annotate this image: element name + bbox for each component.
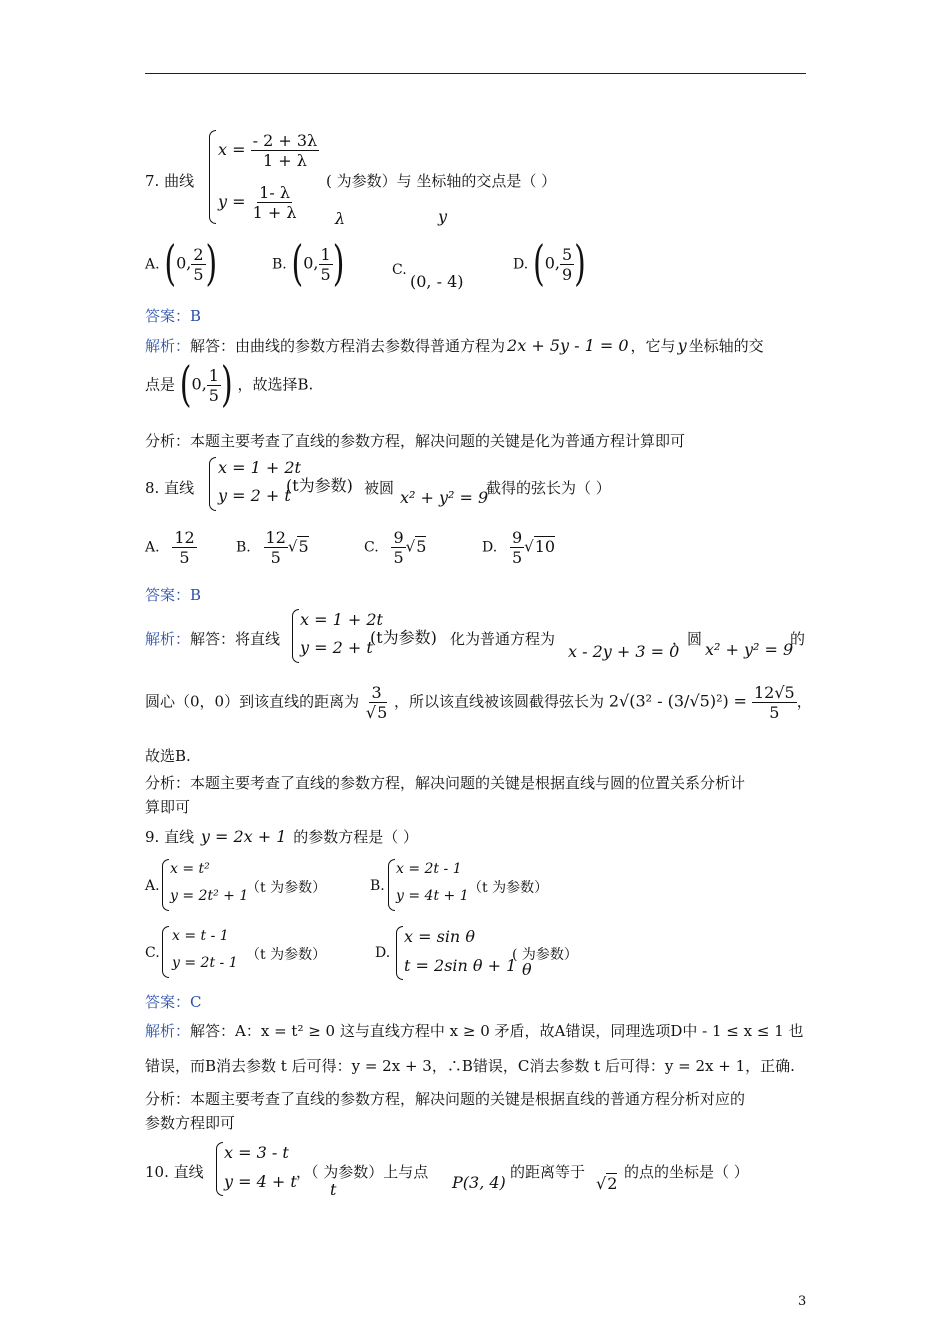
system-brace — [292, 609, 299, 663]
question-number: 7. 曲线 — [145, 172, 195, 190]
option-a-label: A. — [145, 878, 160, 894]
param-note: (t为参数) — [286, 476, 353, 495]
summary-text: 分析：本题主要考查了直线的参数方程，解决问题的关键是根据直线与圆的位置关系分析计 — [145, 774, 746, 792]
circle-equation: x² + y² = 9 — [400, 488, 489, 507]
param-eq-y: y = 2 + t — [218, 486, 291, 505]
question-text: ，（ 为参数）上与点 — [296, 1163, 429, 1181]
option-b: B. (0, $\frac{1}{5}$ ) — [272, 235, 345, 292]
option-c-value: (0, - 4) — [410, 272, 464, 291]
analysis-line-2: 点是 (0, $\frac{1}{5}$ ) ，故选择B. — [145, 356, 314, 413]
sqrt-2: √2 — [596, 1174, 618, 1193]
question-number: 10. 直线 — [145, 1163, 204, 1181]
param-eq-x: x = 3 - t — [224, 1143, 289, 1162]
analysis-line-1: 解析：解答：由曲线的参数方程消去参数得普通方程为 2x + 5y - 1 = 0 ，它与 y 坐标轴的交 — [145, 336, 764, 355]
option-b-param: （t 为参数） — [468, 880, 549, 896]
theta-symbol: θ — [522, 960, 532, 979]
analysis-text: 故选B. — [145, 747, 191, 765]
option-d: D. (0, $\frac{5}{9}$ ) — [513, 235, 586, 292]
system-brace — [216, 1142, 223, 1196]
option-d-y: t = 2sin θ + 1 — [404, 956, 517, 975]
summary-text: 算即可 — [145, 798, 191, 816]
question-text: 的距离等于 — [510, 1163, 586, 1181]
option-c-y: y = 2t - 1 — [172, 955, 238, 971]
option-b-label: B. — [370, 878, 385, 894]
option-c-label: C. — [145, 945, 160, 961]
option-d-x: x = sin θ — [404, 927, 475, 946]
option-a-param: （t 为参数） — [246, 880, 327, 896]
analysis-text: 解析：解答：将直线 — [145, 630, 281, 648]
analysis-line-distance: 圆心（0，0）到该直线的距离为 $\frac{3}{√5}$ ，所以该直线被该圆截得弦长为 2√(3² - (3/√5)²) = $\frac{12√5}{5}$ ， — [145, 683, 812, 723]
answer-label: 答案：B — [145, 586, 202, 604]
option-d-param: ( 为参数） — [512, 947, 578, 963]
option-d: D. $\frac{9}{5}$ √10 — [482, 528, 556, 568]
point-p: P(3, 4) — [452, 1173, 506, 1192]
option-b-y: y = 4t + 1 — [396, 888, 469, 904]
param-eq-x: x = 1 + 2t — [218, 458, 301, 477]
option-c-x: x = t - 1 — [172, 928, 229, 944]
param-eq-x: x = 1 + 2t — [300, 610, 383, 629]
line-equation: x - 2y + 3 = 0 — [568, 642, 680, 661]
analysis-line-1: 解析：解答：A：x = t² ≥ 0 这与直线方程中 x ≥ 0 矛盾，故A错误，同理选项D中 - 1 ≤ x ≤ 1 也 — [145, 1022, 804, 1040]
system-brace — [162, 926, 169, 978]
question-text: ( 为参数）与 坐标轴的交点是（ ） — [326, 172, 557, 190]
param-eq-x: x = $\frac{- 2 + 3\lambda}{1 + \lambda}$ — [218, 131, 318, 171]
answer-label: 答案：C — [145, 993, 202, 1011]
param-eq-y: y = 2 + t — [300, 638, 373, 657]
option-a-x: x = t² — [170, 861, 210, 877]
option-a: A. (0, $\frac{2}{5}$ ) — [145, 235, 218, 292]
option-c: C. $\frac{9}{5}$ √5 — [364, 528, 427, 568]
analysis-text: 化为普通方程为 — [450, 630, 556, 648]
option-a: A. $\frac{12}{5}$ — [145, 528, 195, 568]
chord-expression: 2√(3² - (3/√5)²) — [608, 691, 729, 711]
question-text: 被圆 — [364, 479, 395, 497]
system-brace — [209, 130, 216, 224]
option-c-label: C. — [392, 262, 407, 278]
question-number: 8. 直线 — [145, 479, 195, 497]
question-stem: 9. 直线 y = 2x + 1 的参数方程是（ ） — [145, 827, 419, 846]
answer-label: 答案：B — [145, 307, 202, 325]
param-eq-y: y = $\frac{1- \lambda}{1 + \lambda}$ — [218, 183, 297, 223]
system-brace — [209, 457, 216, 511]
option-d-label: D. — [375, 945, 391, 961]
analysis-text: 的 — [790, 630, 806, 648]
summary-text: 参数方程即可 — [145, 1114, 236, 1132]
option-b-x: x = 2t - 1 — [396, 861, 462, 877]
system-brace — [396, 926, 403, 980]
t-symbol: t — [330, 1180, 337, 1199]
question-text: 的点的坐标是（ ） — [624, 1163, 749, 1181]
question-text: 截得的弦长为（ ） — [486, 479, 611, 497]
param-eq-y: y = 4 + t — [224, 1172, 297, 1191]
y-symbol: y — [438, 207, 448, 226]
system-brace — [388, 859, 395, 911]
option-b: B. $\frac{12}{5}$ √5 — [236, 528, 309, 568]
option-c-param: （t 为参数） — [246, 947, 327, 963]
lambda-symbol: λ — [335, 209, 346, 228]
page-number: 3 — [798, 1294, 807, 1309]
header-rule — [145, 73, 806, 74]
option-a-y: y = 2t² + 1 — [170, 888, 249, 904]
summary-text: 分析：本题主要考查了直线的参数方程，解决问题的关键是化为普通方程计算即可 — [145, 432, 686, 450]
param-note: (t为参数) — [370, 628, 437, 647]
circle-equation: x² + y² = 9 — [705, 640, 794, 659]
analysis-text: ，圆 — [672, 630, 703, 648]
system-brace — [162, 859, 169, 911]
analysis-line-2: 错误，而B消去参数 t 后可得：y = 2x + 3，∴B错误，C消去参数 t 后可得：y = 2x + 1，正确. — [145, 1057, 795, 1075]
summary-text: 分析：本题主要考查了直线的参数方程，解决问题的关键是根据直线的普通方程分析对应的 — [145, 1090, 746, 1108]
